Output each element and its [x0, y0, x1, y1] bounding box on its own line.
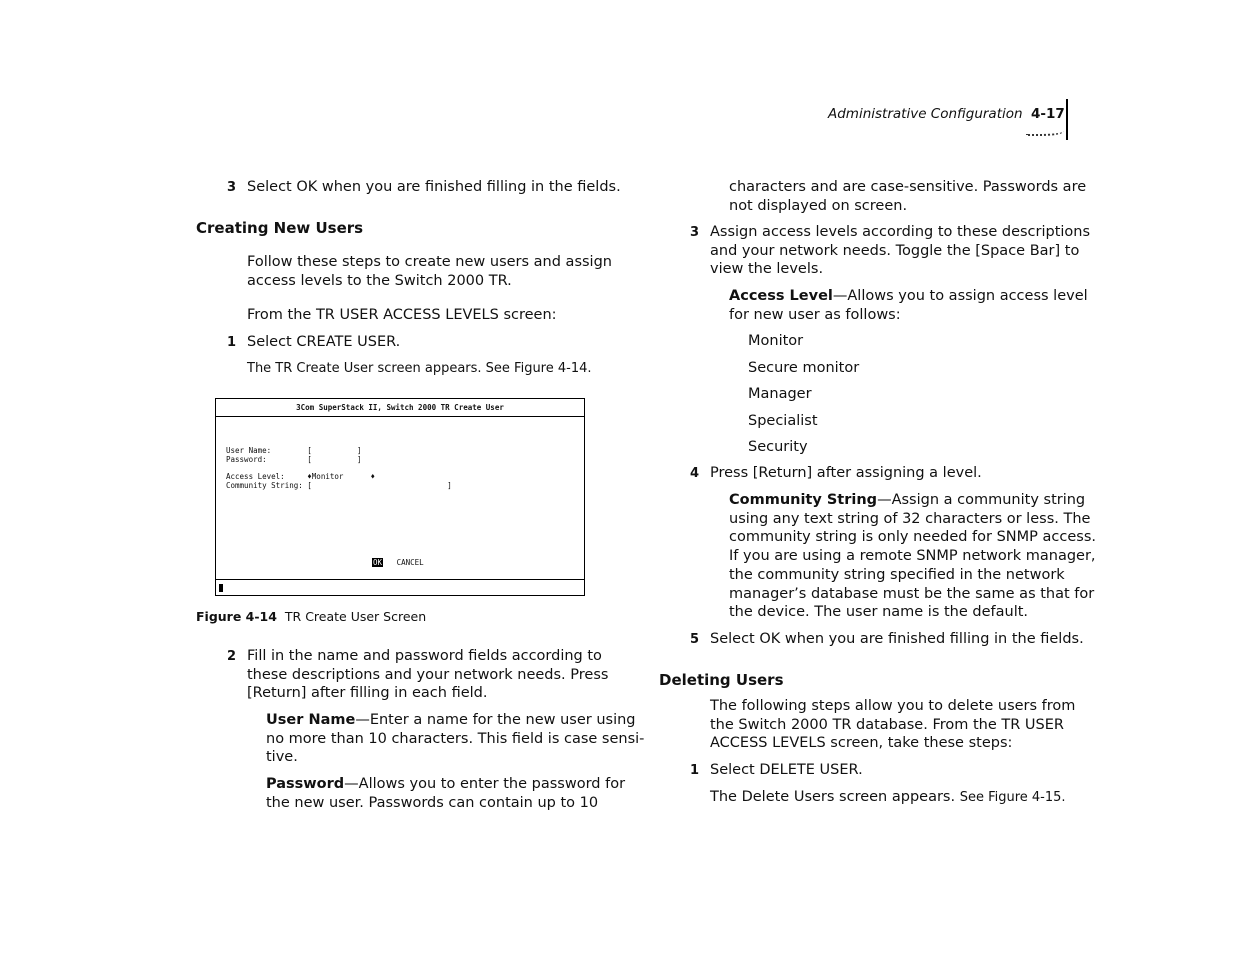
header-dotted-mark — [1026, 128, 1064, 136]
section-heading-deleting-users: Deleting Users — [659, 671, 784, 689]
password-description: Password—Allows you to enter the password for the new user. Passwords can contain up to 10 — [266, 776, 626, 811]
terminal-access-line: Access Level: ♦Monitor ♦ — [226, 472, 376, 481]
step-number: 4 — [690, 466, 700, 481]
step-text: Fill in the name and password fields according to these descriptions and your network needs. Press [Return] after filling in each field. — [247, 648, 609, 702]
step-number: 2 — [227, 649, 237, 664]
terminal-username-line: User Name: [ ] — [226, 446, 362, 455]
step-number: 3 — [690, 225, 700, 240]
section-heading-creating-users: Creating New Users — [196, 219, 364, 237]
figure-caption: Figure 4-14 TR Create User Screen — [196, 609, 427, 624]
username-description: User Name—Enter a name for the new user using no more than 10 characters. This field is case sensi- tive. — [266, 712, 645, 766]
list-item: Secure monitor — [748, 359, 860, 376]
step-number: 1 — [690, 763, 700, 778]
running-header-title: Administrative Configuration — [828, 106, 1023, 122]
step-text: Select OK when you are finished filling in the fields. — [247, 179, 621, 195]
terminal-ok-button: OK — [373, 558, 383, 567]
step-text: Select CREATE USER. — [247, 334, 401, 350]
password-continued: characters and are case-sensitive. Passwords are not displayed on screen. — [729, 179, 1087, 214]
list-item: Monitor — [748, 333, 804, 349]
list-item: Security — [748, 439, 808, 455]
list-item: Manager — [748, 386, 812, 402]
header-rule-vertical — [1066, 99, 1068, 140]
step-note: The TR Create User screen appears. See Figure 4-14. — [247, 361, 592, 376]
intro-paragraph: Follow these steps to create new users and assign access levels to the Switch 2000 TR. — [247, 254, 612, 289]
terminal-cursor — [219, 584, 223, 592]
terminal-status-divider — [216, 579, 584, 580]
community-string-description: Community String—Assign a community string using any text string of 32 characters or less. The community string is only needed for SNMP access. If you are using a remote SNMP network manager, the community string specified in the network manager’s database must be the same as that for the device. The user name is the default. — [729, 492, 1096, 621]
step-text: Select DELETE USER. — [710, 762, 863, 778]
step-text: Select OK when you are finished filling in the fields. — [710, 631, 1084, 647]
from-screen-text: From the TR USER ACCESS LEVELS screen: — [247, 307, 557, 323]
delete-users-note: The Delete Users screen appears. See Figure 4-15. — [710, 789, 1066, 805]
access-level-description: Access Level—Allows you to assign access level for new user as follows: — [729, 288, 1088, 323]
step-number: 1 — [227, 335, 237, 350]
figure-terminal-screen — [215, 398, 585, 596]
terminal-cancel-button: CANCEL — [396, 558, 424, 567]
terminal-password-line: Password: [ ] — [226, 455, 362, 464]
access-level-list — [748, 332, 859, 465]
step-number: 3 — [227, 180, 237, 195]
list-item: Specialist — [748, 412, 818, 429]
terminal-buttons — [372, 558, 424, 567]
step-text: Assign access levels according to these descriptions and your network needs. Toggle the [Space Bar] to view the levels. — [710, 224, 1091, 278]
step-text: Press [Return] after assigning a level. — [710, 465, 982, 481]
terminal-title: 3Com SuperStack II, Switch 2000 TR Create User — [216, 399, 584, 417]
step-number: 5 — [690, 632, 700, 647]
page-number: 4-17 — [1031, 106, 1065, 122]
terminal-community-line: Community String: [ ] — [226, 481, 452, 490]
deleting-intro: The following steps allow you to delete users from the Switch 2000 TR database. From the TR USER ACCESS LEVELS screen, take these steps: — [710, 698, 1076, 752]
